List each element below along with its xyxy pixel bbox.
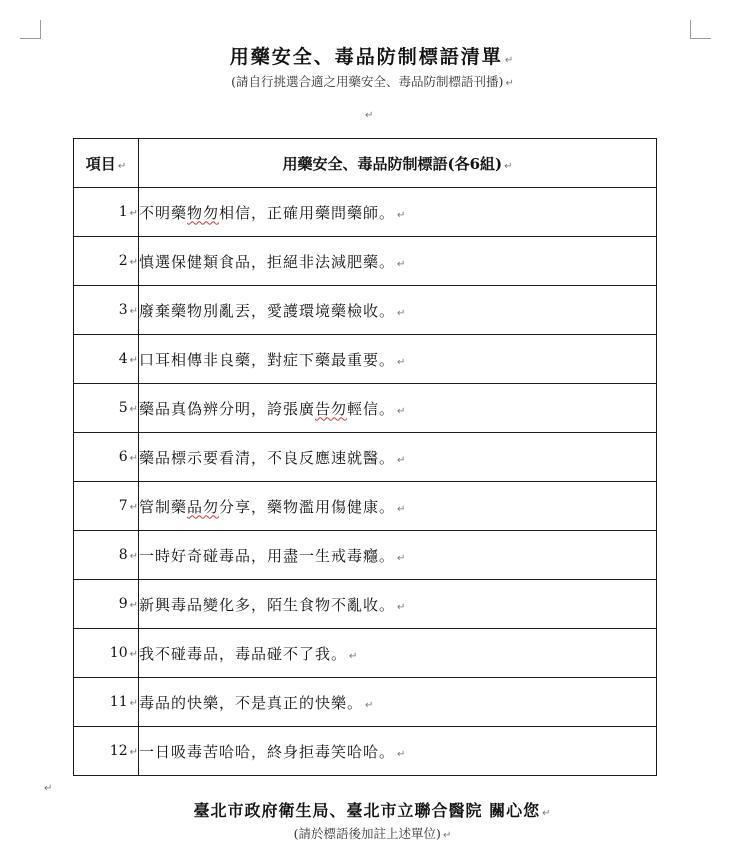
row-number-cell: [74, 433, 139, 482]
spellcheck-underline: 告勿: [315, 399, 348, 418]
row-number: 6: [118, 449, 128, 465]
paragraph-mark-icon: ↵: [397, 258, 407, 270]
row-number-cell: [74, 531, 139, 580]
row-slogan-text: 藥品真偽辨分明，誇張廣告勿輕信。: [139, 399, 396, 418]
paragraph-mark-icon: ↵: [365, 110, 374, 121]
paragraph-mark-icon: ↵: [129, 649, 138, 660]
row-slogan-cell: [139, 237, 657, 286]
paragraph-mark-icon: ↵: [129, 208, 138, 219]
paragraph-mark-icon: ↵: [397, 454, 407, 466]
table-row: [74, 482, 657, 531]
row-slogan-text: 一時好奇碰毒品，用盡一生戒毒癮。: [139, 546, 396, 565]
table-row: [74, 433, 657, 482]
row-slogan-text: 管制藥品勿分享，藥物濫用傷健康。: [139, 497, 396, 516]
row-slogan-text: 毒品的快樂，不是真正的快樂。: [139, 693, 364, 712]
row-number: 3: [118, 302, 128, 318]
paragraph-mark-icon: ↵: [129, 306, 138, 317]
row-number-cell: [74, 384, 139, 433]
slogan-table: [73, 138, 657, 776]
row-slogan-text: 一日吸毒苦哈哈，終身拒毒笑哈哈。: [139, 742, 396, 761]
table-row: [74, 286, 657, 335]
row-slogan-cell: [139, 335, 657, 384]
paragraph-mark-icon: ↵: [397, 307, 407, 319]
row-slogan-cell: [139, 482, 657, 531]
paragraph-mark-icon: ↵: [504, 55, 516, 66]
row-number: 12: [109, 743, 128, 759]
table-row: [74, 384, 657, 433]
page-corner-top-left: [20, 20, 41, 39]
document-subtitle-text: (請自行挑選合適之用藥安全、毒品防制標語刊播): [231, 74, 504, 89]
header-number-label: 項目: [85, 154, 116, 173]
paragraph-mark-icon: ↵: [397, 356, 407, 368]
paragraph-mark-icon: ↵: [397, 405, 407, 417]
paragraph-mark-icon: ↵: [397, 209, 407, 221]
table-row: [74, 678, 657, 727]
row-slogan-cell: [139, 727, 657, 776]
row-number-cell: [74, 727, 139, 776]
page-corner-top-right: [690, 20, 711, 39]
footer-credit-text: 臺北市政府衛生局、臺北市立聯合醫院 關心您: [193, 801, 541, 820]
paragraph-mark-icon: ↵: [129, 600, 138, 611]
paragraph-mark-icon: ↵: [129, 502, 138, 513]
table-row: [74, 580, 657, 629]
paragraph-mark-icon: ↵: [129, 257, 138, 268]
row-number-cell: [74, 580, 139, 629]
table-row: [74, 727, 657, 776]
paragraph-mark-icon: ↵: [44, 783, 53, 794]
footer-credit: [0, 798, 745, 821]
paragraph-mark-icon: ↵: [349, 650, 359, 662]
row-slogan-text: 廢棄藥物別亂丟，愛護環境藥檢收。: [139, 301, 396, 320]
row-slogan-cell: [139, 188, 657, 237]
row-slogan-cell: [139, 531, 657, 580]
table-row: [74, 237, 657, 286]
footer-note: [0, 824, 745, 842]
row-slogan-cell: [139, 629, 657, 678]
row-slogan-cell: [139, 580, 657, 629]
paragraph-mark-icon: ↵: [397, 601, 407, 613]
paragraph-mark-icon: ↵: [397, 503, 407, 515]
paragraph-mark-icon: ↵: [129, 551, 138, 562]
row-slogan-text: 不明藥物勿相信，正確用藥問藥師。: [139, 203, 396, 222]
row-number: 10: [109, 645, 128, 661]
row-number: 8: [118, 547, 128, 563]
row-number-cell: [74, 335, 139, 384]
document-title-text: 用藥安全、毒品防制標語清單: [229, 46, 503, 68]
row-slogan-text: 慎選保健類食品，拒絕非法減肥藥。: [139, 252, 396, 271]
row-number: 4: [118, 351, 128, 367]
row-slogan-text: 新興毒品變化多，陌生食物不亂收。: [139, 595, 396, 614]
paragraph-mark-icon: ↵: [542, 808, 552, 819]
row-number: 9: [118, 596, 128, 612]
slogan-rows: [74, 188, 657, 776]
paragraph-mark-icon: ↵: [129, 404, 138, 415]
header-number-cell: [74, 139, 139, 188]
document-subtitle: [0, 72, 745, 90]
table-header-row: [74, 139, 657, 188]
document-title: [0, 42, 745, 69]
paragraph-mark-icon: ↵: [504, 160, 513, 172]
row-number: 11: [109, 694, 128, 710]
row-number-cell: [74, 482, 139, 531]
row-number-cell: [74, 286, 139, 335]
row-number: 5: [118, 400, 128, 416]
paragraph-mark-icon: ↵: [129, 747, 138, 758]
row-number-cell: [74, 188, 139, 237]
footer-note-text: (請於標語後加註上述單位): [293, 826, 441, 841]
paragraph-mark-icon: ↵: [505, 78, 514, 89]
row-slogan-text: 我不碰毒品，毒品碰不了我。: [139, 644, 348, 663]
table-row: [74, 188, 657, 237]
header-slogan-label: 用藥安全、毒品防制標語(各6組): [282, 154, 503, 173]
row-slogan-cell: [139, 286, 657, 335]
table-row: [74, 335, 657, 384]
paragraph-mark-icon: ↵: [442, 830, 452, 841]
row-number: 7: [118, 498, 128, 514]
row-slogan-cell: [139, 678, 657, 727]
table-row: [74, 629, 657, 678]
paragraph-mark-icon: ↵: [397, 552, 407, 564]
paragraph-mark-icon: ↵: [117, 160, 127, 172]
row-slogan-text: 藥品標示要看清，不良反應速就醫。: [139, 448, 396, 467]
spellcheck-underline: 品勿: [187, 497, 220, 516]
paragraph-mark-icon: ↵: [129, 355, 138, 366]
row-number: 2: [118, 253, 128, 269]
row-number-cell: [74, 678, 139, 727]
paragraph-mark-icon: ↵: [129, 698, 138, 709]
header-slogan-cell: [139, 139, 657, 188]
row-number: 1: [118, 204, 128, 220]
row-number-cell: [74, 237, 139, 286]
paragraph-mark-icon: ↵: [397, 748, 407, 760]
row-slogan-cell: [139, 384, 657, 433]
paragraph-mark-icon: ↵: [129, 453, 138, 464]
spellcheck-underline: 物勿: [187, 203, 220, 222]
paragraph-mark-icon: ↵: [365, 699, 375, 711]
row-slogan-cell: [139, 433, 657, 482]
row-slogan-text: 口耳相傳非良藥，對症下藥最重要。: [139, 350, 396, 369]
row-number-cell: [74, 629, 139, 678]
table-row: [74, 531, 657, 580]
